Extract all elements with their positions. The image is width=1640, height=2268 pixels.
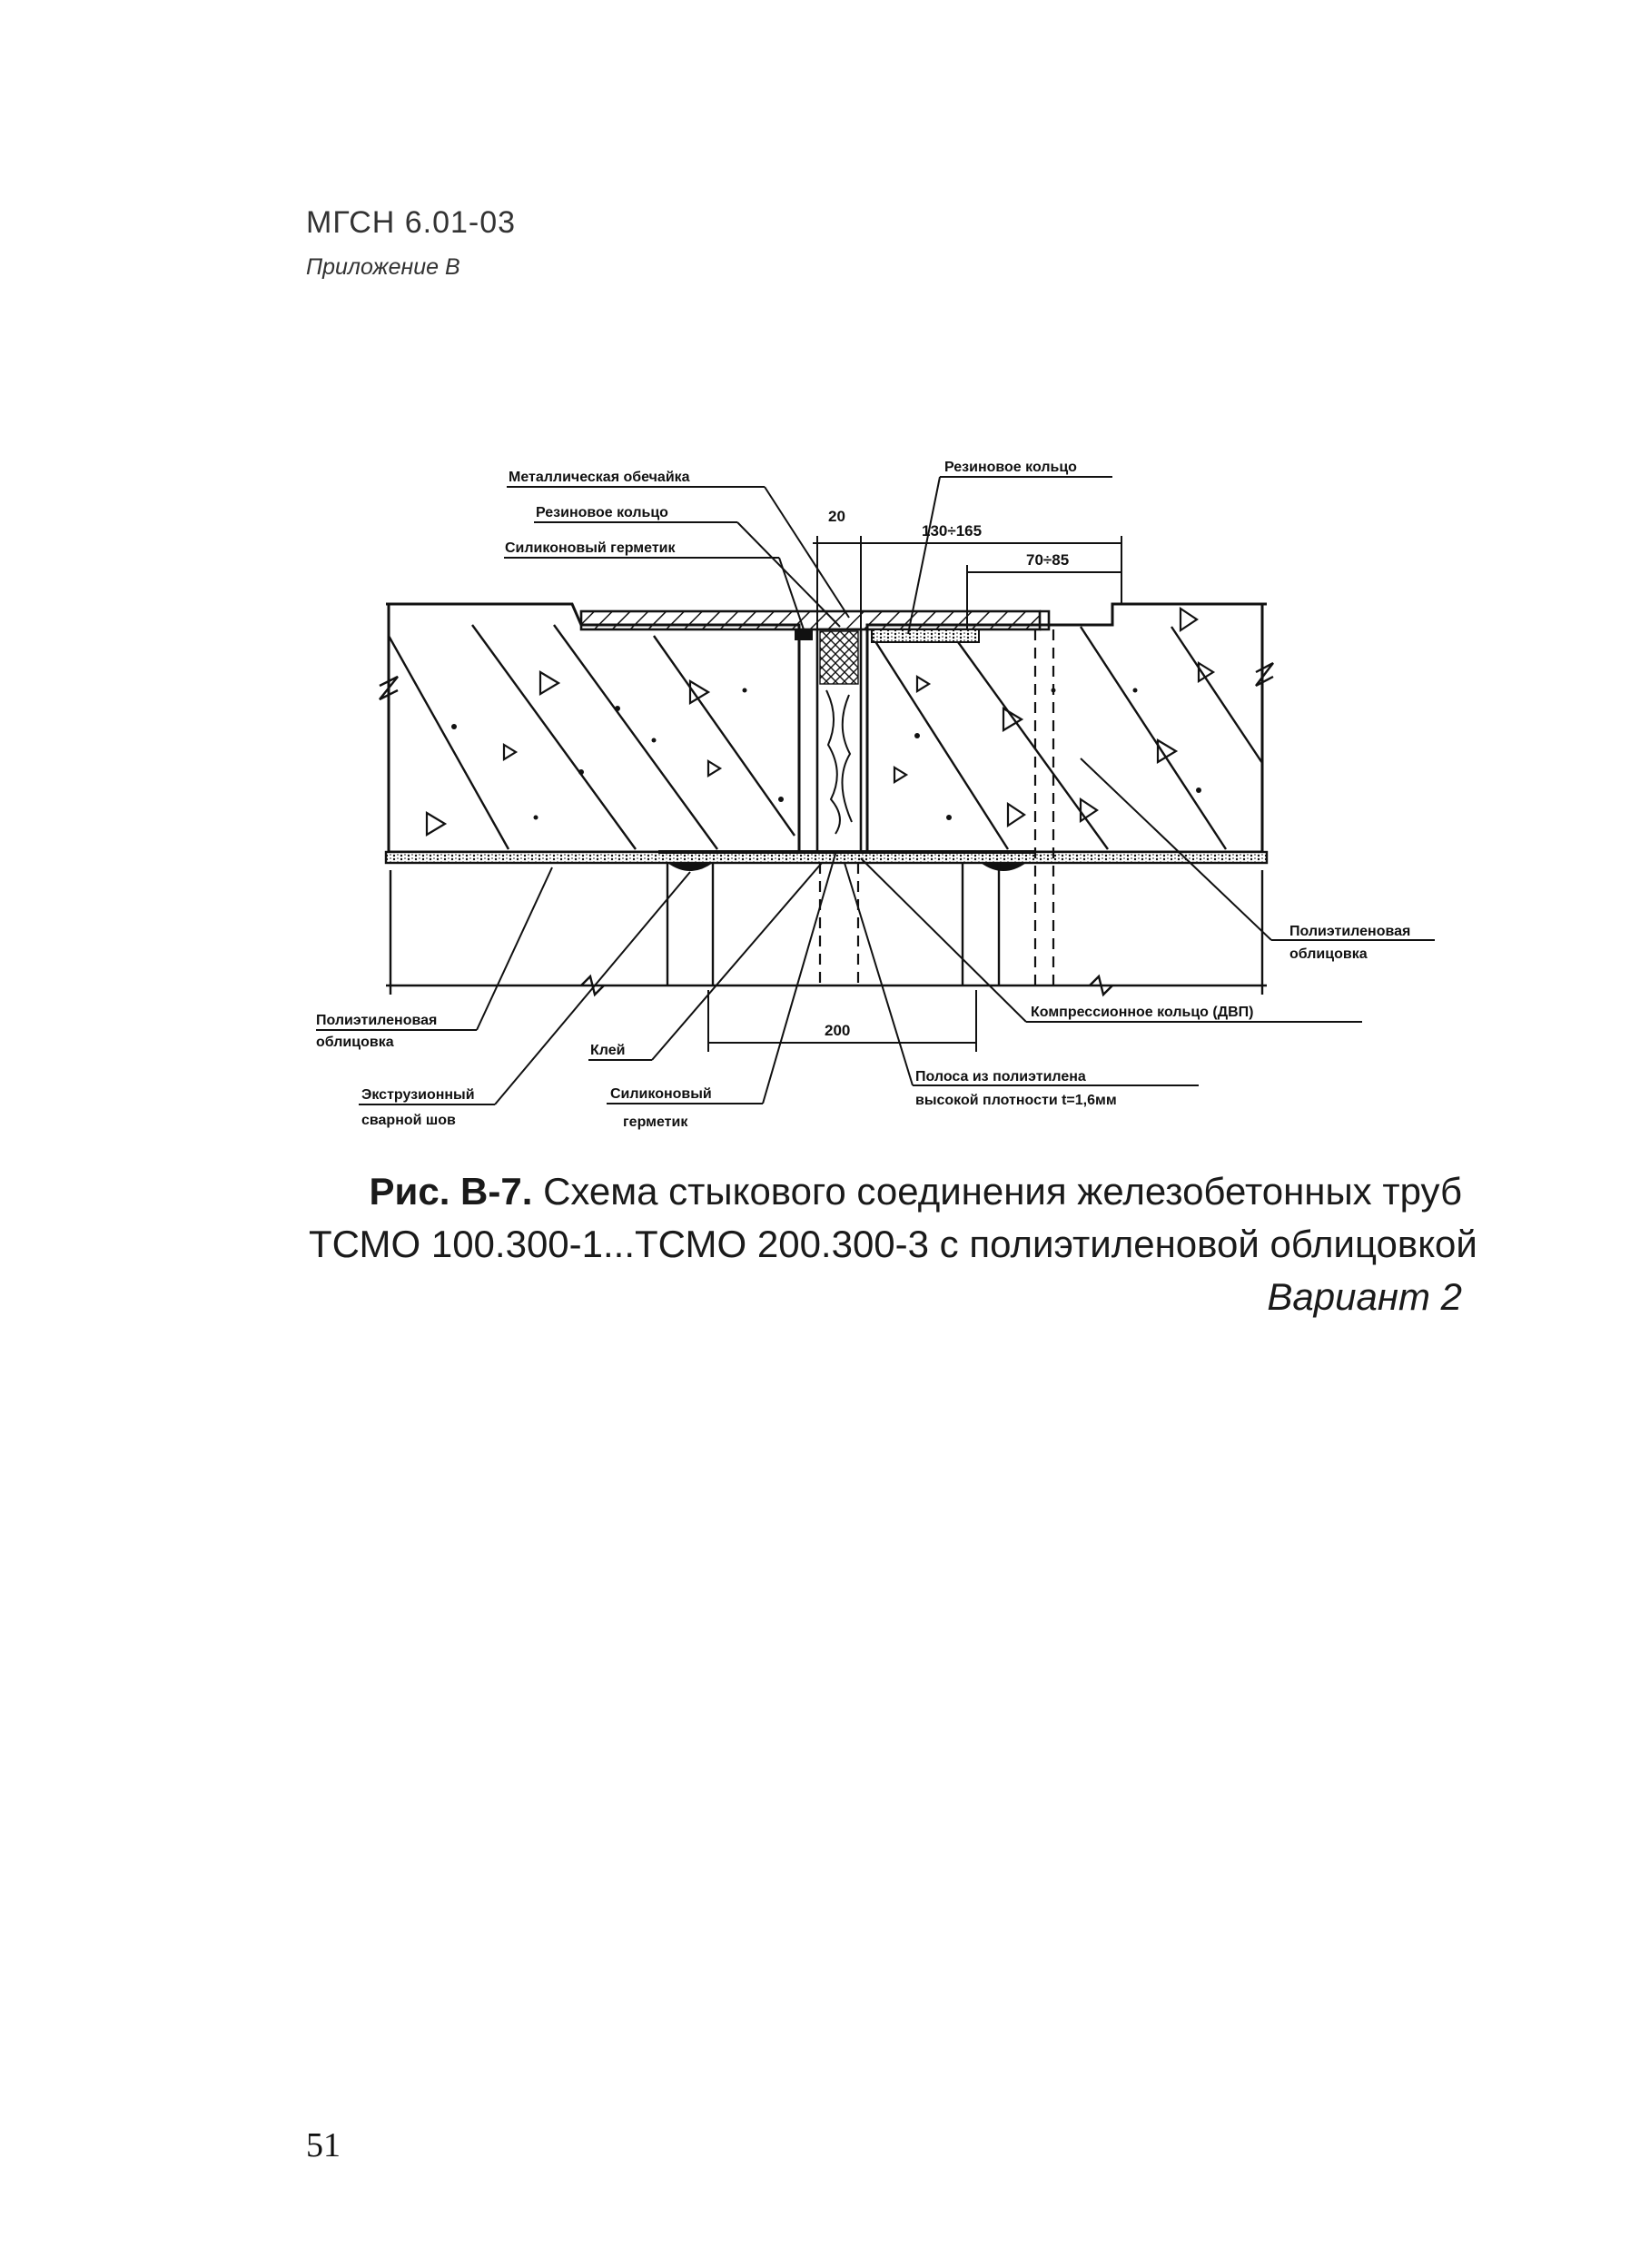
label-pe-lining-right-1: Полиэтиленовая: [1289, 924, 1411, 939]
metal-shell: [581, 611, 1049, 629]
label-compression-ring: Компрессионное кольцо (ДВП): [1031, 1005, 1254, 1020]
appendix-label: Приложение В: [306, 254, 460, 280]
label-extrusion-weld-2: сварной шов: [361, 1113, 456, 1128]
joint-gap: [817, 629, 861, 852]
concrete-wall-left: [389, 604, 799, 852]
page-number: 51: [306, 2126, 341, 2164]
caption-line-1: [309, 1165, 1462, 1218]
rubber-ring: [872, 629, 979, 642]
label-metal-shell: Металлическая обечайка: [509, 470, 690, 485]
label-glue: Клей: [590, 1043, 626, 1058]
silicone-sealant-top: [795, 629, 813, 640]
caption-line-2: ТСМО 100.300-1...ТСМО 200.300-3 с полиэтиленовой облицовкой: [309, 1223, 1477, 1265]
document-code: МГСН 6.01-03: [306, 205, 517, 240]
figure-caption: [309, 1165, 1477, 1323]
caption-figure-number: Рис. В-7.: [369, 1170, 533, 1213]
dim-gap: 20: [828, 508, 845, 525]
label-silicone-sealant-bottom-1: Силиконовый: [610, 1086, 712, 1102]
label-pe-lining-left-1: Полиэтиленовая: [316, 1013, 438, 1028]
label-silicone-sealant-bottom-2: герметик: [623, 1114, 688, 1130]
label-pe-lining-right-2: облицовка: [1289, 946, 1368, 962]
label-pe-lining-left-2: облицовка: [316, 1035, 394, 1050]
dim-ring: 70÷85: [1026, 551, 1070, 569]
caption-variant: Вариант 2: [1267, 1275, 1462, 1318]
dim-strip: 200: [825, 1022, 851, 1039]
label-rubber-ring-left: Резиновое кольцо: [536, 505, 668, 520]
pe-lining: [386, 852, 1267, 863]
label-pe-strip-1: Полоса из полиэтилена: [915, 1069, 1086, 1084]
label-silicone-sealant-top: Силиконовый герметик: [505, 540, 676, 556]
label-pe-strip-2: высокой плотности t=1,6мм: [915, 1093, 1117, 1108]
caption-title: Схема стыкового соединения железобетонных труб: [543, 1170, 1462, 1213]
label-extrusion-weld-1: Экструзионный: [361, 1087, 475, 1103]
dim-overlap: 130÷165: [922, 522, 983, 540]
label-rubber-ring-right: Резиновое кольцо: [944, 460, 1077, 475]
